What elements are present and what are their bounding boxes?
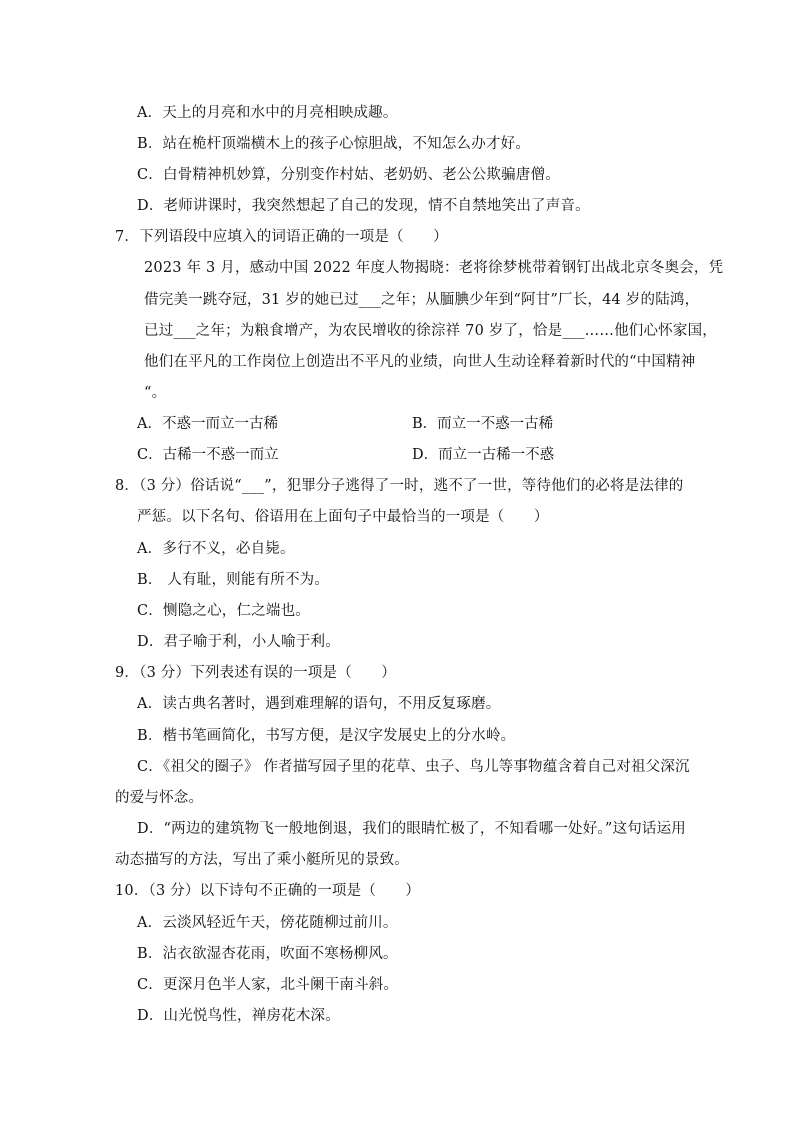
q8-option-d: D．君子喻于利，小人喻于利。 xyxy=(137,634,340,650)
q9-option-a: A．读古典名著时，遇到难理解的语句，不用反复琢磨。 xyxy=(137,696,501,712)
q10-option-c: C．更深月色半人家，北斗阑干南斗斜。 xyxy=(137,977,399,993)
q9-option-d-cont: 动态描写的方法，写出了乘小艇所见的景致。 xyxy=(115,852,409,868)
q7-passage-line: “。 xyxy=(144,385,167,401)
q6-option-b: B．站在桅杆顶端横木上的孩子心惊胆战，不知怎么办才好。 xyxy=(137,136,531,152)
q8-stem-line: 严惩。以下名句、俗语用在上面句子中最恰当的一项是（ ） xyxy=(137,509,549,525)
q6-option-d: D．老师讲课时，我突然想起了自己的发现，情不自禁地笑出了声音。 xyxy=(137,198,590,214)
q9-option-c: C．《祖父的圈子》 作者描写园子里的花草、虫子、鸟儿等事物蕴含着自己对祖父深沉 xyxy=(137,759,690,775)
q7-option-b: B．而立一不惑一古稀 xyxy=(412,416,554,432)
q6-option-a: A．天上的月亮和水中的月亮相映成趣。 xyxy=(137,105,398,121)
q8-option-c: C．恻隐之心，仁之端也。 xyxy=(137,603,310,619)
q7-passage-line: 2023 年 3 月，感动中国 2022 年度人物揭晓：老将徐梦桃带着钢钉出战北京冬奥会，凭 xyxy=(144,260,724,276)
q7-stem: 7．下列语段中应填入的词语正确的一项是（ ） xyxy=(115,229,448,245)
q7-passage-line: 他们在平凡的工作岗位上创造出不平凡的业绩，向世人生动诠释着新时代的“中国精神 xyxy=(144,354,696,370)
q7-passage-line: 借完美一跳夺冠，31 岁的她已过___之年；从腼腆少年到“阿甘”厂长，44 岁的陆鸿， xyxy=(144,292,700,308)
q9-option-d: D．“两边的建筑物飞一般地倒退，我们的眼睛忙极了，不知看哪一处好。”这句话运用 xyxy=(137,821,686,837)
q10-option-d: D．山光悦鸟性，禅房花木深。 xyxy=(137,1008,340,1024)
q10-option-b: B．沾衣欲湿杏花雨，吹面不寒杨柳风。 xyxy=(137,946,398,962)
q7-option-a: A．不惑一而立一古稀 xyxy=(137,416,278,432)
q8-option-b: B． 人有耻，则能有所不为。 xyxy=(137,572,330,588)
q9-option-c-cont: 的爱与怀念。 xyxy=(115,790,204,806)
q10-stem: 10．（3 分）以下诗句不正确的一项是（ ） xyxy=(115,883,421,899)
q8-stem-line: 8．（3 分）俗话说“___”，犯罪分子逃得了一时，逃不了一世，等待他们的必将是法律的 xyxy=(115,478,684,494)
q7-option-c: C．古稀一不惑一而立 xyxy=(137,447,279,463)
q10-option-a: A．云淡风轻近午天，傍花随柳过前川。 xyxy=(137,915,398,931)
q8-option-a: A．多行不义，必自毙。 xyxy=(137,541,295,557)
q9-stem: 9．（3 分）下列表述有误的一项是（ ） xyxy=(115,665,397,681)
q7-passage-line: 已过___之年；为粮食增产，为农民增收的徐淙祥 70 岁了，恰是___……他们心怀家国， xyxy=(144,323,717,339)
q9-option-b: B．楷书笔画简化，书写方便，是汉字发展史上的分水岭。 xyxy=(137,728,516,744)
q7-option-d: D．而立一古稀一不惑 xyxy=(412,447,555,463)
q6-option-c: C．白骨精神机妙算，分别变作村姑、老奶奶、老公公欺骗唐僧。 xyxy=(137,167,560,183)
